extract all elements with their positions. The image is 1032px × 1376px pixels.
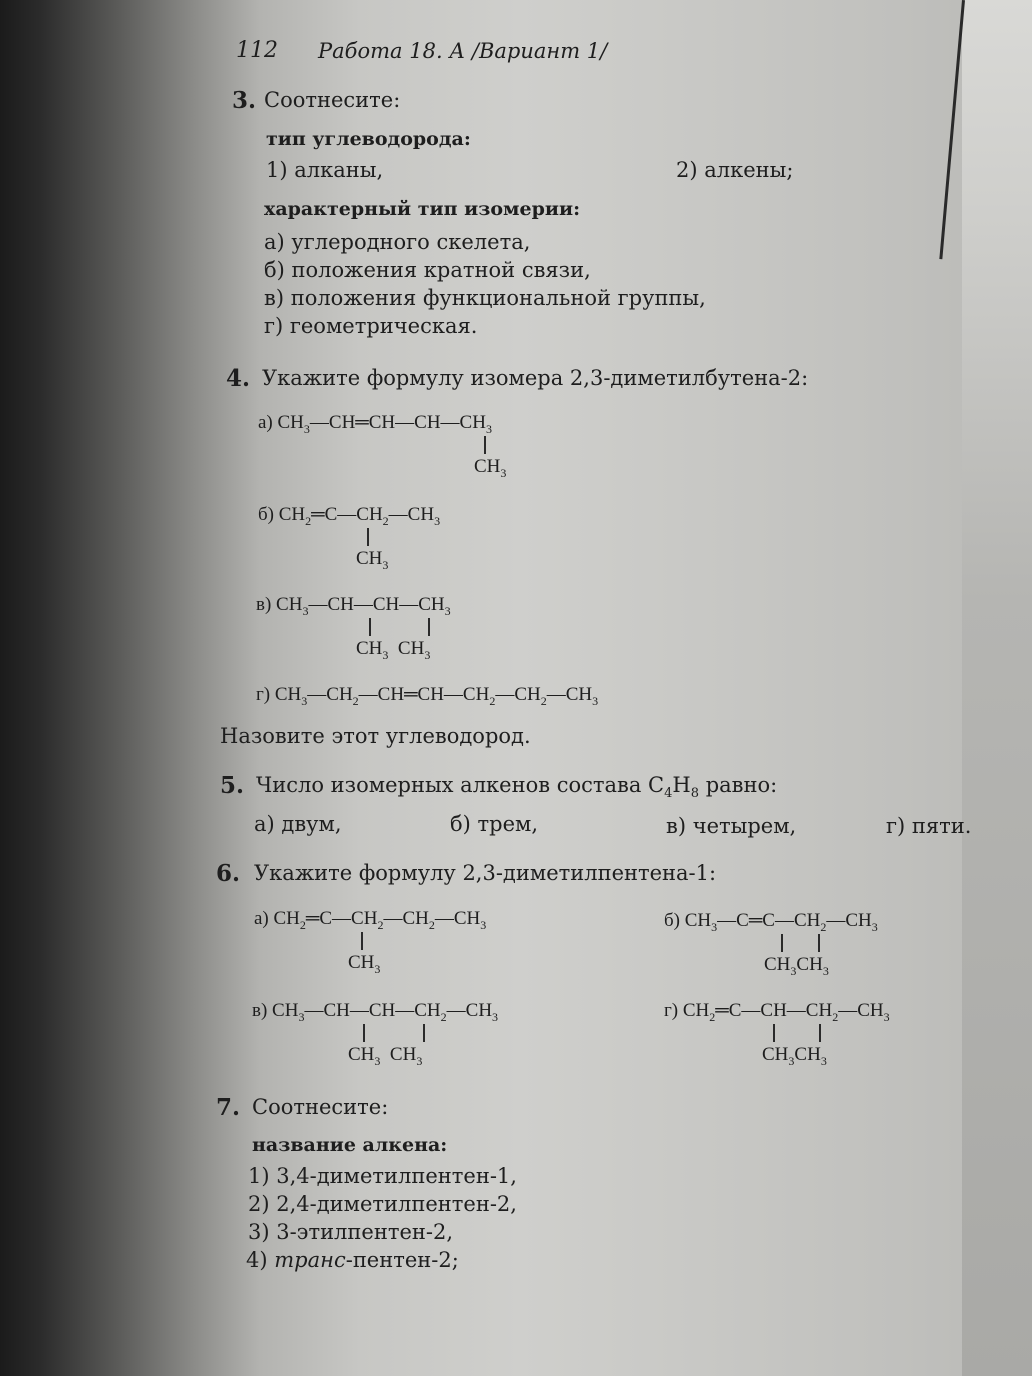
q4-formula-a: а) $CH_3—CH═CH—CH—CH_3$	[258, 412, 492, 436]
q4-v-branches: $CH_3$ $CH_3$	[356, 638, 431, 662]
q6-g-bond-1	[773, 1024, 775, 1042]
q6-v-bond-1	[363, 1024, 365, 1042]
q4-followup: Назовите этот углеводород.	[220, 724, 531, 748]
q5-prompt-h: H	[672, 773, 691, 797]
q5-prompt	[256, 773, 777, 801]
q6-v-branches: $CH_3$ $CH_3$	[348, 1044, 423, 1068]
q5-prompt-end: равно:	[699, 773, 778, 797]
q3-item-v: в) положения функциональной группы,	[264, 286, 706, 310]
q7-number: 7.	[216, 1094, 241, 1121]
q6-a-bond	[361, 932, 363, 950]
q4-v-bond-1	[369, 618, 371, 636]
q4-formula-v: в) $CH_3—CH—CH—CH_3$	[256, 594, 451, 618]
q7-item-1: 1) 3,4-диметилпентен-1,	[248, 1164, 517, 1188]
q6-a-branch: $CH_3$	[348, 952, 381, 976]
q6-formula-a: а) $CH_2═C—CH_2—CH_2—CH_3$	[254, 908, 487, 932]
page-number: 112	[236, 38, 278, 63]
q4-v-bond-2	[428, 618, 430, 636]
q4-formula-b: б) $CH_2═C—CH_2—CH_3$	[258, 504, 441, 528]
q7-item-4	[246, 1248, 459, 1272]
q4-a-bond	[484, 436, 486, 454]
q4-a-branch: $CH_3$	[474, 456, 507, 480]
q3-number: 3.	[232, 87, 257, 114]
q6-formula-b: б) $CH_3—C═C—CH_2—CH_3$	[664, 910, 878, 934]
q4-b-bond	[367, 528, 369, 546]
q5-prompt-start: Число изомерных алкенов состава C	[256, 773, 665, 797]
q3-item-b: б) положения кратной связи,	[264, 258, 591, 282]
q6-g-branches: $CH_3CH_3$	[762, 1044, 827, 1068]
q5-option-b: б) трем,	[450, 812, 539, 836]
q6-b-branches: $CH_3CH_3$	[764, 954, 829, 978]
q5-option-g: г) пяти.	[886, 814, 972, 838]
q5-number: 5.	[220, 772, 245, 799]
q7-item-3: 3) 3-этилпентен-2,	[248, 1220, 453, 1244]
q5-option-v: в) четырем,	[666, 814, 797, 838]
q6-b-bond-2	[818, 934, 820, 952]
q3-group1-heading: тип углеводорода:	[266, 128, 471, 150]
q6-v-bond-2	[423, 1024, 425, 1042]
q6-g-bond-2	[819, 1024, 821, 1042]
q6-b-bond-1	[781, 934, 783, 952]
q3-option-1: 1) алканы,	[266, 158, 384, 182]
q3-group2-heading: характерный тип изомерии:	[264, 198, 581, 220]
q7-item-2: 2) 2,4-диметилпентен-2,	[248, 1192, 517, 1216]
q6-formula-g: г) $CH_2═C—CH—CH_2—CH_3$	[664, 1000, 890, 1024]
q3-item-g: г) геометрическая.	[264, 314, 478, 338]
page-title: Работа 18. А /Вариант 1/	[318, 39, 608, 63]
q7-item-4-prefix: 4)	[246, 1248, 275, 1272]
q6-number: 6.	[216, 860, 241, 887]
q7-prompt: Соотнесите:	[252, 1095, 389, 1119]
q4-prompt: Укажите формулу изомера 2,3-диметилбутена-2:	[262, 366, 809, 390]
q3-prompt: Соотнесите:	[264, 88, 401, 112]
q6-formula-v: в) $CH_3—CH—CH—CH_2—CH_3$	[252, 1000, 499, 1024]
q4-formula-g: г) $CH_3—CH_2—CH═CH—CH_2—CH_2—CH_3$	[256, 684, 599, 708]
q4-number: 4.	[226, 365, 251, 392]
q7-item-4-rest: -пентен-2;	[345, 1248, 459, 1272]
q7-item-4-italic: транс	[274, 1248, 346, 1272]
q3-option-2: 2) алкены;	[676, 158, 794, 182]
q3-item-a: а) углеродного скелета,	[264, 230, 531, 254]
q4-b-branch: $CH_3$	[356, 548, 389, 572]
q7-heading: название алкена:	[252, 1134, 448, 1156]
q6-prompt: Укажите формулу 2,3-диметилпентена-1:	[254, 861, 717, 885]
q5-sub-carbon: 4	[664, 786, 673, 802]
q5-option-a: а) двум,	[254, 812, 342, 836]
q5-sub-hydrogen: 8	[690, 786, 700, 802]
